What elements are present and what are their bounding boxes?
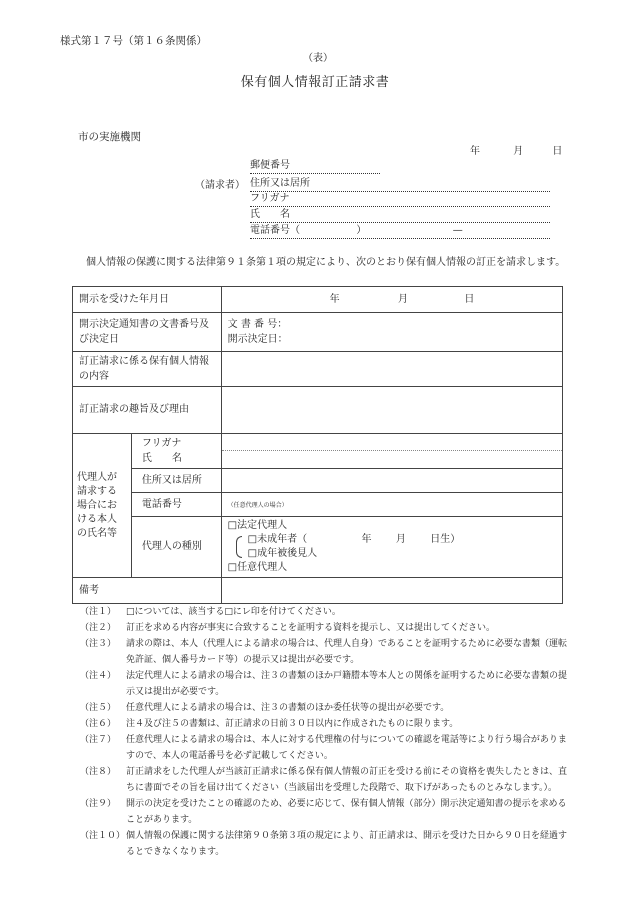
- note-item: （注３） 請求の際は、本人（代理人による請求の場合は、代理人自身）であることを証明するために必要な書類（運転免許証、個人番号カード等）の提示又は提出が必要です。: [80, 639, 568, 665]
- agent-name-label-cell: [131, 434, 221, 469]
- date-day: 日: [552, 146, 563, 157]
- address-field[interactable]: [250, 178, 550, 192]
- note-item: （注２） 訂正を求める内容が事実に合致することを証明する資料を提示し、又は提出してください。: [80, 623, 496, 633]
- note-item: （注７） 任意代理人による請求の場合は、本人に対する代理権の付与についての確認を電話等により行う場合がありますので、本人の電話番号を必ず記載してください。: [80, 735, 567, 761]
- doc-number-label: 文 書 番 号：: [227, 319, 288, 330]
- agent-address-label: 住所又は居所: [131, 469, 221, 493]
- content-label: 訂正請求に係る保有個人情報の内容: [73, 352, 222, 387]
- agent-phone-note: （任意代理人の場合）: [227, 501, 288, 509]
- table-row: [73, 287, 563, 313]
- intro-text: 個人情報の保護に関する法律第９１条第１項の規定により、次のとおり保有個人情報の訂正を請求します。: [86, 257, 566, 268]
- note-item: （注６） 注４及び注５の書類は、訂正請求の日前３０日以内に作成されたものに限ります。: [80, 719, 459, 729]
- note-item: （注８） 訂正請求をした代理人が当該訂正請求に係る保有個人情報の訂正を受ける前にその資格を喪失したときは、直ちに書面でその旨を届け出てください（当該届出を受理した段階で、取下げがあったものとみなします。）。: [80, 767, 568, 793]
- agent-name-label: 氏 名: [141, 453, 182, 464]
- disclosure-day: 日: [464, 293, 475, 305]
- side-label: （表）: [303, 53, 333, 64]
- reason-field[interactable]: [221, 387, 562, 434]
- decision-date-label: 開示決定日：: [227, 334, 288, 345]
- table-row: [73, 493, 563, 517]
- agent-furigana-label: フリガナ: [141, 438, 182, 449]
- note-item: （注９） 開示の決定を受けたことの確認のため、必要に応じて、保有個人情報（部分）開示決定通知書の提示を求めることがあります。: [80, 799, 567, 825]
- furigana-field[interactable]: [250, 193, 550, 207]
- remarks-field[interactable]: [221, 578, 562, 604]
- table-row: [73, 517, 563, 578]
- table-row: [73, 469, 563, 493]
- furigana-label: フリガナ: [250, 193, 290, 204]
- agent-type-label: 代理人の種別: [131, 517, 221, 578]
- date-year: 年: [470, 146, 480, 157]
- table-row: [73, 387, 563, 434]
- content-field[interactable]: [221, 352, 562, 387]
- form-number: 様式第１７号（第１６条関係）: [60, 35, 207, 47]
- postal-field[interactable]: [250, 160, 380, 174]
- disclosure-date-field[interactable]: [221, 287, 562, 313]
- disclosure-month: 月: [398, 293, 409, 305]
- legal-agent-checkbox[interactable]: □法定代理人: [227, 520, 288, 531]
- phone-close: ）: [356, 225, 367, 236]
- note-item: （注４） 法定代理人による請求の場合は、注３の書類のほか戸籍謄本等本人との関係を証明するために必要な書類の提示又は提出が必要です。: [80, 671, 568, 697]
- table-row: [73, 434, 563, 469]
- table-row: [73, 578, 563, 604]
- minor-month: 月: [395, 534, 406, 545]
- request-table: [72, 286, 563, 604]
- disclosure-date-label: 開示を受けた年月日: [73, 287, 222, 313]
- note-item: （注１０） 個人情報の保護に関する法律第９０条第３項の規定により、訂正請求は、開示を受けた日から９０日を経過するとできなくなります。: [80, 831, 568, 857]
- agent-phone-field[interactable]: [221, 493, 562, 517]
- agent-label: 代理人が請求する場合における本人の氏名等: [73, 434, 132, 578]
- phone-label: 電話番号（: [250, 225, 300, 236]
- minor-day: 日生）: [430, 534, 461, 545]
- department: 市の実施機関: [78, 131, 141, 143]
- address-label: 住所又は居所: [250, 178, 310, 189]
- remarks-label: 備考: [73, 578, 222, 604]
- agent-phone-label: 電話番号: [131, 493, 221, 517]
- agent-address-field[interactable]: [221, 469, 562, 493]
- requester-label: （請求者）: [195, 180, 245, 191]
- agent-type-field[interactable]: [221, 517, 562, 578]
- agent-name-field[interactable]: [221, 434, 562, 469]
- guardian-checkbox[interactable]: □成年被後見人: [247, 548, 318, 559]
- reason-label: 訂正請求の趣旨及び理由: [73, 387, 222, 434]
- page-title: 保有個人情報訂正請求書: [240, 75, 390, 90]
- phone-dash: —: [452, 225, 463, 236]
- request-date[interactable]: [470, 146, 562, 158]
- minor-checkbox[interactable]: □未成年者（: [247, 534, 308, 545]
- postal-label: 郵便番号: [250, 160, 290, 171]
- notice-label: 開示決定通知書の文書番号及び決定日: [73, 313, 222, 352]
- name-label: 氏 名: [250, 209, 290, 220]
- table-row: [73, 313, 563, 352]
- voluntary-agent-checkbox[interactable]: □任意代理人: [227, 562, 288, 573]
- minor-year: 年: [361, 534, 372, 545]
- notes-list: [80, 604, 570, 860]
- notice-field[interactable]: [221, 313, 562, 352]
- date-month: 月: [513, 146, 524, 157]
- phone-field[interactable]: [250, 225, 550, 239]
- table-row: [73, 352, 563, 387]
- note-item: （注５） 任意代理人による請求の場合は、注３の書類のほか委任状等の提出が必要です。: [80, 703, 450, 713]
- note-item: （注１） □については、該当する□にレ印を付けてください。: [80, 607, 341, 617]
- name-field[interactable]: [250, 209, 550, 223]
- disclosure-year: 年: [329, 293, 340, 305]
